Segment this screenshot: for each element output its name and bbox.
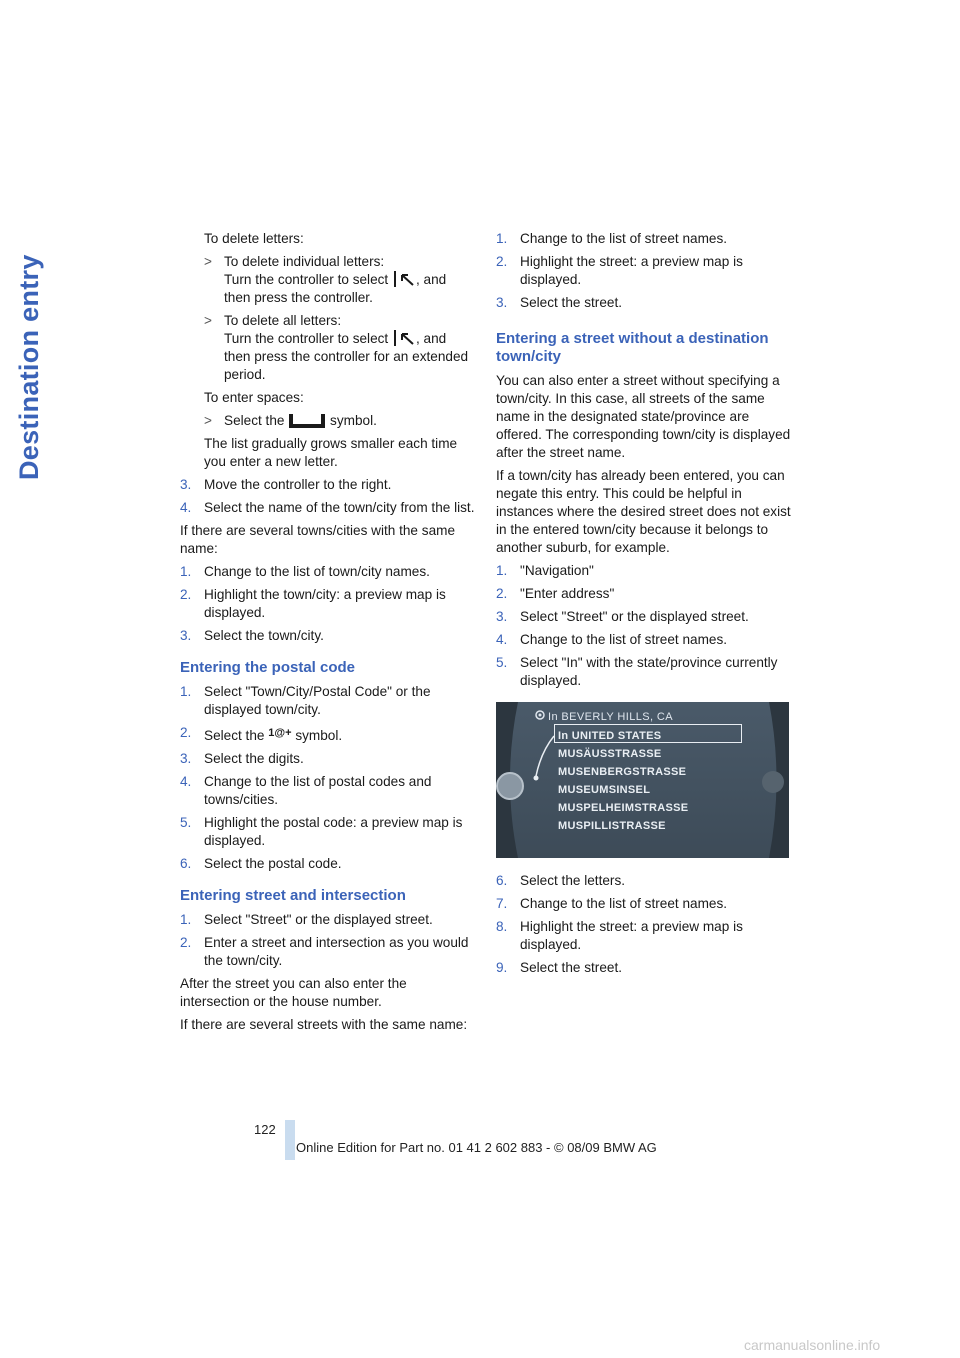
step-text: Select "Street" or the displayed street. [520, 609, 749, 624]
step-item [180, 911, 475, 929]
step-text: Highlight the postal code: a preview map is displayed. [204, 815, 463, 848]
screen-list-item: MUSPELHEIMSTRASSE [558, 802, 689, 814]
steps-several-towns [180, 563, 475, 645]
screen-header: In BEVERLY HILLS, CA [548, 711, 673, 723]
step-item [496, 872, 791, 890]
list-grows-note: The list gradually grows smaller each time you enter a new letter. [204, 436, 458, 469]
step-item [496, 562, 791, 580]
step-item [496, 585, 791, 603]
heading-street-without-town: Entering a street without a destination town/city [496, 330, 769, 365]
step-text: Select "Street" or the displayed street. [204, 912, 433, 927]
step-number: 2. [496, 254, 508, 269]
step-number: 3. [496, 609, 508, 624]
bullet-marker: > [204, 413, 212, 428]
backspace-arrow-icon [393, 271, 415, 287]
step-text: Select the street. [520, 295, 623, 310]
step-item [180, 627, 475, 645]
text-span: Select the [224, 413, 285, 428]
step-item [496, 253, 791, 289]
steps-street [180, 911, 475, 970]
step-number: 4. [180, 500, 192, 515]
step-text: Select "Town/City/Postal Code" or the displayed town/city. [204, 684, 431, 717]
footer-edition: Online Edition for Part no. 01 41 2 602 883 - © 08/09 BMW AG [296, 1140, 657, 1155]
step-text: Enter a street and intersection as you would the town/city. [204, 935, 469, 968]
steps-without-town [496, 562, 791, 690]
page-number: 122 [254, 1122, 276, 1137]
bullet-line: period. [224, 367, 266, 382]
step-text: Select the letters. [520, 873, 626, 888]
steps-several-streets [496, 230, 791, 312]
step-number: 3. [496, 295, 508, 310]
step-number: 3. [180, 751, 192, 766]
steps-without-town-continued [496, 872, 791, 977]
backspace-arrow-icon [393, 330, 415, 346]
step-number: 1. [180, 912, 192, 927]
step-text: Select the postal code. [204, 856, 342, 871]
step-item [180, 773, 475, 809]
step-text: "Navigation" [520, 563, 594, 578]
step-number: 7. [496, 896, 508, 911]
step-text: Select the [204, 728, 265, 743]
step-item [496, 608, 791, 626]
step-text: Highlight the street: a preview map is displayed. [520, 919, 743, 952]
left-column [180, 230, 475, 1039]
bullet-marker: > [204, 313, 212, 328]
step-number: 1. [496, 231, 508, 246]
step-text: symbol. [295, 728, 343, 743]
step-text: Change to the list of street names. [520, 632, 728, 647]
footer-accent-bar [285, 1120, 295, 1160]
step-item [180, 934, 475, 970]
step-text: Select "In" with the state/province currently displayed. [520, 655, 778, 688]
step-number: 5. [180, 815, 192, 830]
delete-intro: To delete letters: [204, 231, 304, 246]
street-without-town-para1: You can also enter a street without specifying a town/city. In this case, all streets of the same name in the designated state/province are offered. The corresponding town/city is displayed after the street name. [496, 373, 791, 460]
step-number: 2. [180, 587, 192, 602]
bullet-spaces [180, 412, 475, 430]
step-number: 2. [496, 586, 508, 601]
step-number: 9. [496, 960, 508, 975]
step-number: 1. [496, 563, 508, 578]
heading-postal-code: Entering the postal code [180, 659, 356, 676]
several-streets-note: If there are several streets with the same name: [180, 1017, 468, 1032]
step-item [496, 294, 791, 312]
step-number: 8. [496, 919, 508, 934]
step-text: Change to the list of street names. [520, 231, 728, 246]
step-number: 4. [496, 632, 508, 647]
heading-street-intersection: Entering street and intersection [180, 887, 406, 904]
several-towns-note: If there are several towns/cities with the same name: [180, 523, 456, 556]
bullet-marker: > [204, 254, 212, 269]
step-number: 1. [180, 564, 192, 579]
step-text: Change to the list of postal codes and towns/cities. [204, 774, 432, 807]
step-item [496, 631, 791, 649]
watermark: carmanualsonline.info [744, 1337, 881, 1353]
text-span: Turn the controller to select [224, 272, 389, 287]
step-item [180, 563, 475, 581]
step-item [496, 895, 791, 913]
step-item [496, 918, 791, 954]
screen-list-item: MUSÄUSSTRASSE [558, 748, 662, 760]
step-text: Move the controller to the right. [204, 477, 392, 492]
step-text: "Enter address" [520, 586, 615, 601]
gear-icon [534, 709, 546, 721]
spaces-intro: To enter spaces: [204, 390, 304, 405]
space-symbol-icon [289, 414, 325, 428]
bullet-title: To delete individual letters: [224, 254, 385, 269]
step-item [180, 750, 475, 768]
step-item [180, 724, 475, 745]
step-item [180, 586, 475, 622]
screen-list-item: MUSENBERGSTRASSE [558, 766, 687, 778]
step-item [180, 683, 475, 719]
screen-list-item: MUSPILLISTRASSE [558, 820, 666, 832]
steps-postal [180, 683, 475, 873]
step-number: 3. [180, 477, 192, 492]
step-item [180, 499, 475, 517]
screen-list-item: In UNITED STATES [558, 730, 662, 742]
text-span: , and [416, 272, 447, 287]
step-item [496, 654, 791, 690]
steps-town [180, 476, 475, 517]
bullet-delete-individual [180, 253, 475, 307]
right-column [496, 230, 791, 982]
digits-symbol-icon: 1@+ [268, 727, 292, 739]
text-span: symbol. [330, 413, 377, 428]
step-item [496, 959, 791, 977]
bullet-line: then press the controller for an extended [224, 349, 469, 364]
step-number: 3. [180, 628, 192, 643]
step-text: Select the street. [520, 960, 623, 975]
bullet-line: then press the controller. [224, 290, 373, 305]
bullet-line [224, 271, 475, 289]
step-number: 1. [180, 684, 192, 699]
step-number: 2. [180, 725, 192, 740]
step-text: Highlight the street: a preview map is displayed. [520, 254, 743, 287]
bullet-title: To delete all letters: [224, 313, 342, 328]
street-without-town-para2: If a town/city has already been entered, you can negate this entry. This could be helpful in instances where the desired street does not exist in the entered town/city because it belongs to another suburb, for example. [496, 468, 791, 555]
step-number: 6. [496, 873, 508, 888]
step-item [496, 230, 791, 248]
step-number: 4. [180, 774, 192, 789]
after-street-note: After the street you can also enter the intersection or the house number. [180, 976, 407, 1009]
step-text: Highlight the town/city: a preview map is displayed. [204, 587, 446, 620]
step-text: Select the town/city. [204, 628, 324, 643]
step-text: Select the digits. [204, 751, 304, 766]
step-item [180, 855, 475, 873]
idrive-screen-image [496, 702, 789, 858]
step-item [180, 814, 475, 850]
step-text: Select the name of the town/city from the list. [204, 500, 475, 515]
step-number: 6. [180, 856, 192, 871]
step-text: Change to the list of street names. [520, 896, 728, 911]
step-number: 2. [180, 935, 192, 950]
text-span: , and [416, 331, 447, 346]
bullet-delete-all [180, 312, 475, 384]
step-text: Change to the list of town/city names. [204, 564, 430, 579]
step-number: 5. [496, 655, 508, 670]
side-title: Destination entry [14, 254, 44, 480]
bullet-line [224, 330, 475, 348]
step-item [180, 476, 475, 494]
screen-list-item: MUSEUMSINSEL [558, 784, 651, 796]
text-span: Turn the controller to select [224, 331, 389, 346]
